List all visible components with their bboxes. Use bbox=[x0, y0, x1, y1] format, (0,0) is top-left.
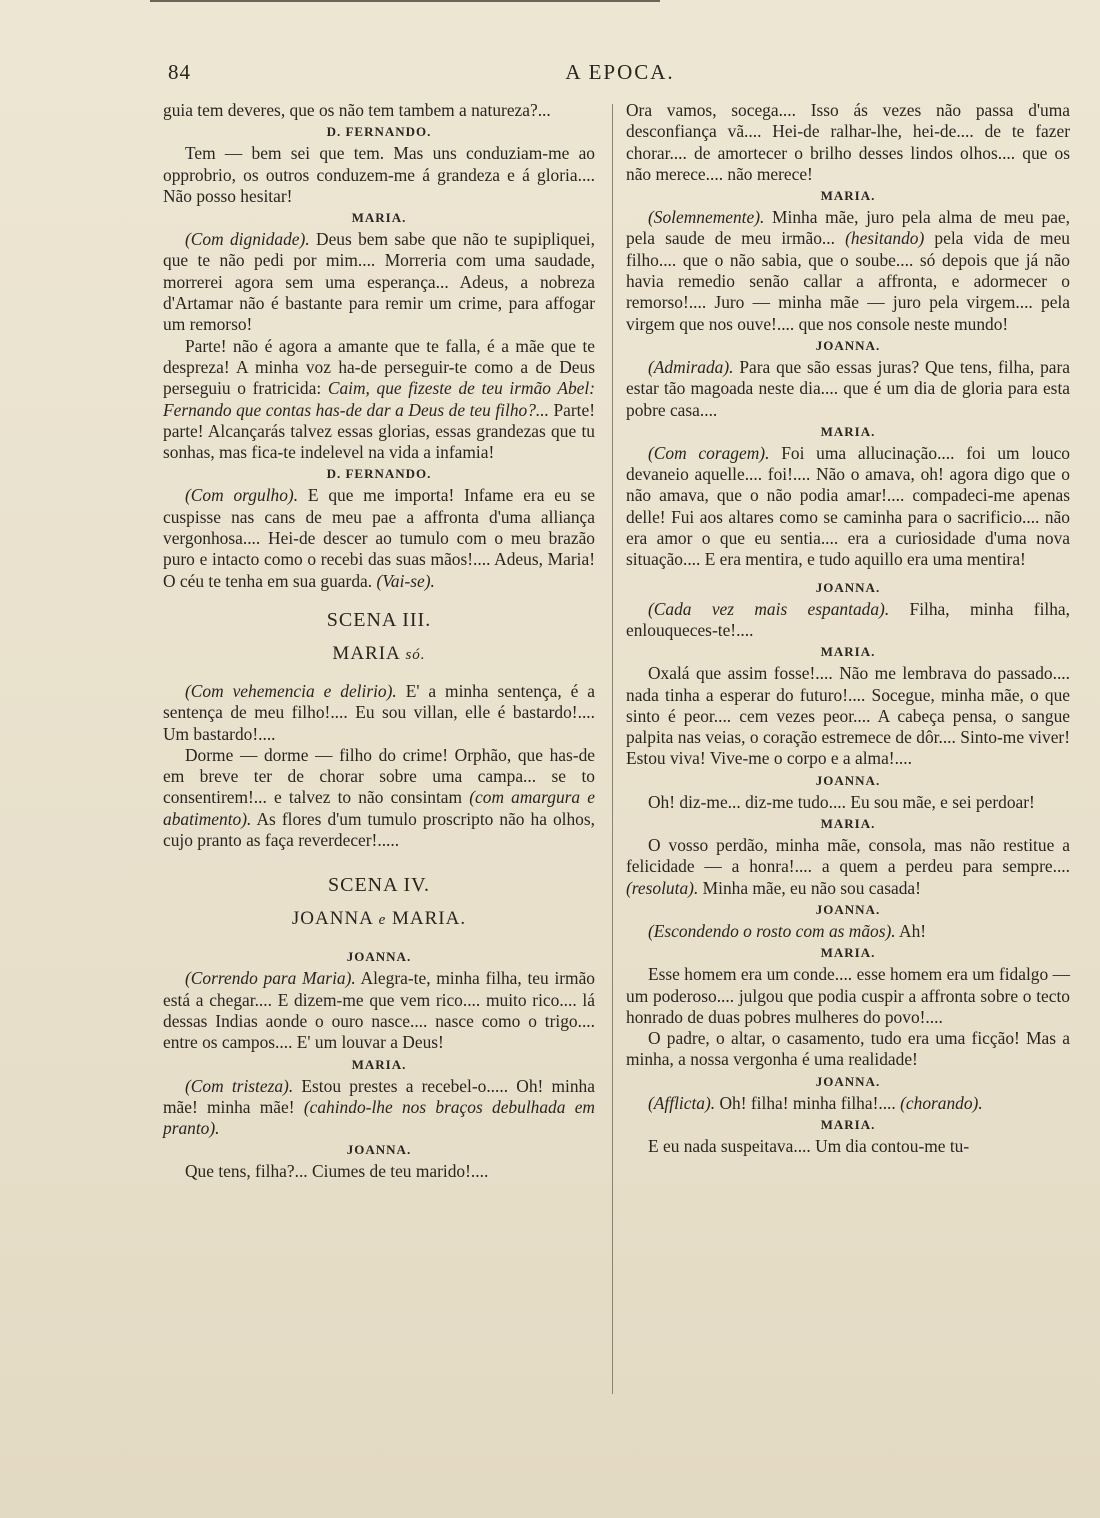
speaker-label: MARIA. bbox=[820, 945, 876, 961]
paragraph: Oh! diz-me... diz-me tudo.... Eu sou mãe, e sei perdoar! bbox=[648, 791, 1035, 812]
stage-direction: (Afflicta). bbox=[648, 1092, 716, 1113]
right-column bbox=[626, 100, 1070, 1157]
paragraph bbox=[163, 485, 595, 591]
stage-direction: (hesitando) bbox=[845, 228, 925, 249]
paragraph: Tem — bem sei que tem. Mas uns conduziam-me ao opprobrio, os outros conduzem-me á grandeza e á gloria.... Não posso hesitar! bbox=[163, 143, 595, 206]
paragraph bbox=[626, 921, 1070, 942]
speaker-label: MARIA. bbox=[820, 188, 876, 204]
dialogue-text: pela vida de meu filho.... que o não sabia, que o soube.... só depois que já não havia remedio senão callar a affronta, e adormecer o remorso!.... Juro — minha mãe — juro pela virgem.... pela virgem que nos ouve!.... que nos console neste mundo! bbox=[626, 228, 1070, 334]
paragraph bbox=[163, 1076, 595, 1140]
paragraph bbox=[626, 599, 1070, 642]
left-column bbox=[163, 100, 595, 1183]
paragraph: O padre, o altar, o casamento, tudo era uma ficção! Mas a minha, a nossa vergonha é uma realidade! bbox=[626, 1028, 1070, 1070]
stage-direction: (Vai-se). bbox=[376, 570, 435, 591]
dialogue-text: Minha mãe, eu não sou casada! bbox=[698, 877, 921, 898]
paragraph bbox=[626, 1093, 1070, 1114]
stage-direction: (Com tristeza). bbox=[185, 1075, 294, 1096]
stage-direction: (Com dignidade). bbox=[185, 229, 310, 250]
speaker-label: MARIA. bbox=[820, 644, 876, 660]
speaker-label: MARIA. bbox=[351, 1056, 407, 1072]
cast-note: só. bbox=[405, 646, 426, 663]
dialogue-text: Alegra-te, minha filha, teu irmão está a chegar.... E dizem-me que vem rico.... muito rico.... lá dessas Indias aonde o ouro nasce.... nasce como o trigo.... entre os campos.... E' um louvar a Deus! bbox=[163, 968, 596, 1053]
speaker-label: JOANNA. bbox=[815, 901, 881, 917]
stage-direction: (Com coragem). bbox=[648, 442, 770, 463]
dialogue-text: Deus bem sabe que não te supipliquei, que te não pedi por mim.... Morreria com uma saudade, morrerei agora sem uma esperança... Adeus, a nobreza d'Artamar não é bastante para remir um crime, para affogar um remorso! bbox=[163, 229, 595, 335]
paragraph: Ora vamos, socega.... Isso ás vezes não passa d'uma desconfiança vã.... Hei-de ralhar-lhe, hei-de.... de te fazer chorar.... de amortecer o brilho desses lindos olhos.... que os não merece.... não merece! bbox=[626, 100, 1070, 184]
page-number: 84 bbox=[168, 60, 191, 84]
stage-direction: (cahindo-lhe nos braços debulhada em pranto). bbox=[163, 1096, 595, 1139]
scene-heading: SCENA IV. bbox=[328, 874, 430, 897]
paragraph: Que tens, filha?... Ciumes de teu marido!.... bbox=[185, 1161, 489, 1182]
stage-direction: (Cada vez mais espantada). bbox=[648, 598, 890, 619]
speaker-label: JOANNA. bbox=[346, 1142, 412, 1158]
dialogue-text: Foi uma allucinação.... foi um louco devaneio aquelle.... foi!.... Não o amava, oh! agora digo que o não amava, que o não podia amar!.... compadeci-me apenas delle! Fui aos altares como se caminha para o sacrificio.... não era amor o que eu sentia.... era a curiosidade d'uma nova situação.... E era mentira, e tudo aquillo era uma mentira! bbox=[626, 442, 1071, 570]
speaker-label: D. FERNANDO. bbox=[326, 466, 432, 482]
cast-name: MARIA. bbox=[392, 908, 467, 930]
stage-direction: (Com vehemencia e delirio). bbox=[185, 680, 397, 701]
stage-direction: (com amargura e abatimento). bbox=[163, 787, 595, 829]
dialogue-text: E' a minha sentença, é a sentença de meu filho!.... Eu sou villan, elle é bastardo!.... Um bastardo!.... bbox=[163, 680, 595, 744]
dialogue-text: Para que são essas juras? Que tens, filha, para estar tão magoada neste dia.... que é um dia de gloria para esta pobre casa.... bbox=[626, 356, 1070, 420]
paragraph bbox=[626, 207, 1070, 335]
paragraph: Esse homem era um conde.... esse homem era um fidalgo — um poderoso.... julgou que podia cuspir a affronta sobre o tecto honrado de duas pobres mulheres do povo!.... bbox=[626, 964, 1070, 1027]
speaker-label: JOANNA. bbox=[346, 949, 412, 965]
speaker-label: JOANNA. bbox=[815, 772, 881, 788]
dialogue-text: Parte! parte! Alcançarás talvez essas glorias, essas grandezas que tu sonhas, mas fica-te indelevel na vida a infamia! bbox=[163, 399, 595, 463]
scene-cast bbox=[163, 907, 595, 932]
italic-quote: Caim, que fizeste de teu irmão Abel: Fernando que contas has-de dar a Deus de teu filho?... bbox=[163, 378, 595, 420]
paragraph bbox=[163, 745, 595, 851]
paragraph: guia tem deveres, que os não tem tambem a natureza?... bbox=[163, 100, 551, 120]
stage-direction: (chorando). bbox=[900, 1092, 983, 1113]
running-title: A EPOCA. bbox=[565, 60, 675, 84]
dialogue-text: Dorme — dorme — filho do crime! Orphão, que has-de em breve ter de chorar sobre uma campa... se to consentirem!... e talvez to não consintam bbox=[163, 744, 595, 808]
paragraph: E eu nada suspeitava.... Um dia contou-me tu- bbox=[648, 1135, 970, 1156]
speaker-label: MARIA. bbox=[820, 423, 876, 439]
dialogue-text: E que me importa! Infame era eu se cuspisse nas cans de meu pae a affronta d'uma alliança vergonhosa.... Hei-de descer ao tumulo com o meu brazão puro e intacto como o recebi das suas mãos!.... Adeus, Maria! O céu te tenha em sua guarda. bbox=[163, 485, 596, 591]
dialogue-text: Minha mãe, juro pela alma de meu pae, pela saude de meu irmão... bbox=[626, 207, 1070, 249]
stage-direction: (Correndo para Maria). bbox=[185, 968, 356, 989]
scene-cast bbox=[163, 642, 595, 667]
dialogue-text: Oh! filha! minha filha!.... bbox=[715, 1092, 901, 1113]
paragraph bbox=[163, 968, 595, 1053]
speaker-label: JOANNA. bbox=[815, 579, 881, 595]
paragraph: Oxalá que assim fosse!.... Não me lembrava do passado.... nada tinha a esperar do futuro!.... Socegue, minha mãe, o que sinto é peor.... cem vezes peor.... A cabeça pensa, o sangue palpita nas veias, o coração estremece de dôr.... Sinto-me viver! Estou viva! Vive-me o corpo e a alma!.... bbox=[626, 663, 1070, 769]
dialogue-text: O vosso perdão, minha mãe, consola, mas não restitue a felicidade — a honra!.... a quem a perdeu para sempre.... bbox=[626, 835, 1070, 877]
speaker-label: JOANNA. bbox=[815, 1073, 881, 1089]
dialogue-text: As flores d'um tumulo proscripto não ha olhos, cujo pranto as faça reverdecer!..... bbox=[163, 808, 595, 851]
dialogue-text: Filha, minha filha, enlouqueces-te!.... bbox=[626, 598, 1070, 640]
scene-heading: SCENA III. bbox=[326, 608, 432, 631]
stage-direction: (resoluta). bbox=[626, 877, 699, 898]
cast-name: JOANNA bbox=[291, 908, 373, 930]
dialogue-text: Ah! bbox=[895, 920, 927, 941]
cast-name: MARIA bbox=[332, 642, 400, 664]
paragraph bbox=[626, 443, 1070, 571]
stage-direction: (Solemnemente). bbox=[648, 207, 765, 228]
stage-direction: (Com orgulho). bbox=[185, 485, 299, 506]
top-edge-rule bbox=[150, 0, 660, 2]
paragraph bbox=[163, 229, 595, 335]
cast-conjunction: e bbox=[378, 912, 387, 929]
dialogue-text: Estou prestes a recebel-o..... Oh! minha mãe! minha mãe! bbox=[163, 1075, 595, 1117]
stage-direction: (Escondendo o rosto com as mãos). bbox=[648, 920, 896, 941]
speaker-label: MARIA. bbox=[820, 1116, 876, 1132]
speaker-label: MARIA. bbox=[351, 210, 407, 226]
column-divider bbox=[612, 104, 613, 1394]
paragraph bbox=[626, 357, 1070, 421]
paragraph bbox=[163, 336, 595, 464]
stage-direction: (Admirada). bbox=[648, 356, 734, 377]
paragraph bbox=[626, 835, 1070, 899]
speaker-label: MARIA. bbox=[820, 816, 876, 832]
speaker-label: JOANNA. bbox=[815, 337, 881, 353]
paragraph bbox=[163, 681, 595, 745]
speaker-label: D. FERNANDO. bbox=[326, 124, 432, 140]
dialogue-text: Parte! não é agora a amante que te falla, é a mãe que te despreza! A minha voz ha-de perseguir-te como a de Deus perseguiu o fratricida: bbox=[163, 335, 595, 399]
